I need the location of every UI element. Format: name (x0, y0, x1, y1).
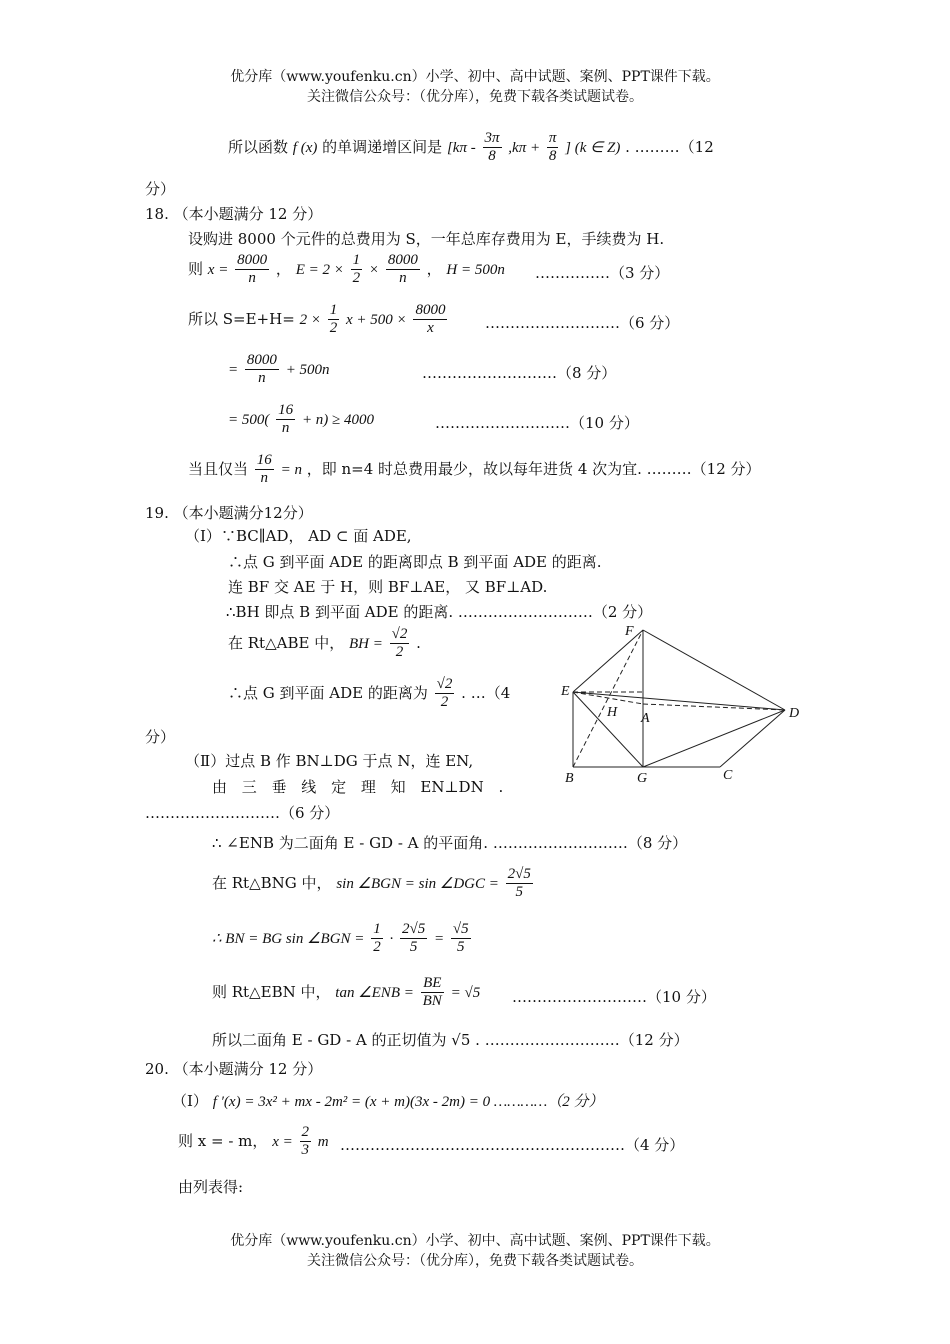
dashed-BF (573, 630, 643, 767)
q18-score-3: ……………（3 分） (535, 264, 670, 282)
header-line-2: 关注微信公众号：（优分库），免费下载各类试题试卷。 (307, 89, 643, 105)
q19-score-10: ………………………（10 分） (512, 988, 716, 1006)
q19-part1-line-4: ∴BH 即点 B 到平面 ADE 的距离. ………………………（2 分） (226, 603, 653, 621)
edge-FD (643, 630, 785, 710)
q17-fraction-2: $\frac{\pi}{8}$ (548, 130, 557, 165)
q17-interval-c: ] (k ∈ Z) (565, 139, 621, 156)
q17-fx: f (x) (292, 139, 318, 156)
q19-part1-line-3: 连 BF 交 AE 于 H，则 BF⊥AE， 又 BF⊥AD. (228, 578, 548, 596)
label-C: C (723, 768, 733, 783)
q18-line-3: 所以 S=E+H= 2 × $\frac{1}{2}$ x + 500 × $\frac{8000}{x}$ (188, 302, 446, 337)
label-H: H (607, 705, 618, 720)
q17-fraction-1: $\frac{3\pi}{8}$ (484, 130, 500, 165)
q19-part1-line-5: 在 Rt△ABE 中， BH = $\frac{√2}{2}$ . (228, 626, 421, 661)
q19-part1-score-cont: 分） (145, 728, 176, 746)
q17-interval-a: [kπ - (446, 139, 476, 156)
q19-part2-line-2: 由 三 垂 线 定 理 知 EN⊥DN . (212, 778, 504, 796)
q19-part2-line-4: ∴ ∠ENB 为二面角 E - GD - A 的平面角. ………………………（8 分） (212, 834, 688, 852)
q19-part2-line-1: （Ⅱ）过点 B 作 BN⊥DG 于点 N，连 EN, (185, 752, 474, 770)
footer-line-2: 关注微信公众号：（优分库），免费下载各类试题试卷。 (307, 1253, 643, 1269)
edge-EG (573, 692, 643, 767)
edge-EF (573, 630, 643, 692)
edge-GD (643, 710, 785, 767)
q19-part2-line-7: 则 Rt△EBN 中， tan ∠ENB = $\frac{BE}{BN}$ = √5 (212, 975, 481, 1010)
q18-score-10: ………………………（10 分） (435, 414, 639, 432)
q18-line-4: = $\frac{8000}{n}$ + 500n (228, 352, 330, 387)
dashed-EA (573, 692, 643, 704)
q18-line-6: 当且仅当 $\frac{16}{n}$ = n ，即 n=4 时总费用最少，故以每年进货 4 次为宜. ………（12 分） (188, 452, 761, 487)
label-E: E (561, 684, 570, 699)
q19-part2-line-8: 所以二面角 E - GD - A 的正切值为 √5 . ………………………（12 分） (212, 1031, 689, 1049)
q18-line-5: = 500( $\frac{16}{n}$ + n) ≥ 4000 (228, 402, 375, 437)
q18-line-1: 设购进 8000 个元件的总费用为 S，一年总库存费用为 E，手续费为 H. (188, 230, 665, 248)
q17-text-b: 的单调递增区间是 (322, 137, 443, 156)
q20-score-4: …………………………………………………（4 分） (340, 1136, 685, 1154)
label-B: B (565, 771, 574, 786)
q19-part1-line-2: ∴点 G 到平面 ADE 的距离即点 B 到平面 ADE 的距离. (228, 553, 602, 571)
q20-part1-line-1: （Ⅰ） f ′(x) = 3x² + mx - 2m² = (x + m)(3x - 2m) = 0 …………（2 分） (172, 1092, 604, 1110)
q19-part2-line-5: 在 Rt△BNG 中， sin ∠BGN = sin ∠DGC = $\frac{2√5}{5}$ (212, 866, 531, 901)
label-G: G (637, 771, 648, 786)
q19-part2-line-6: ∴ BN = BG sin ∠BGN = $\frac{1}{2}$ · $\frac{2√5}{5}$ = $\frac{√5}{5}$ (212, 921, 469, 956)
q20-part1-line-2: 则 x = - m， x = $\frac{2}{3}$ m (178, 1124, 329, 1159)
q20-part1-line-3: 由列表得: (178, 1178, 244, 1196)
header-line-1: 优分库（www.youfenku.cn）小学、初中、高中试题、案例、PPT课件下载。 (230, 69, 720, 85)
q18-score-6: ………………………（6 分） (485, 314, 680, 332)
q19-title: 19. （本小题满分12分） (145, 504, 313, 522)
q18-line-2: 则 x = $\frac{8000}{n}$ ， E = 2 × $\frac{1}{2}$ × $\frac{8000}{n}$ ， H = 500n (188, 252, 505, 287)
q20-title: 20. （本小题满分 12 分） (145, 1060, 323, 1078)
q19-part1-line-6: ∴点 G 到平面 ADE 的距离为 $\frac{√2}{2}$ . …（4 (228, 676, 511, 711)
label-D: D (789, 706, 800, 721)
q18-score-8: ………………………（8 分） (422, 364, 617, 382)
label-F: F (625, 624, 634, 639)
footer-line-1: 优分库（www.youfenku.cn）小学、初中、高中试题、案例、PPT课件下载。 (230, 1233, 720, 1249)
edge-ED (573, 692, 785, 710)
q19-part1-line-1: （Ⅰ）∵BC∥AD， AD ⊂ 面 ADE, (185, 527, 412, 545)
q18-title: 18. （本小题满分 12 分） (145, 205, 323, 223)
label-A: A (641, 711, 650, 726)
q19-part2-line-3: ………………………（6 分） (145, 804, 340, 822)
edge-CD (720, 710, 785, 767)
q17-text-a: 所以函数 (228, 137, 289, 156)
geometry-figure (555, 622, 810, 792)
dashed-AD (643, 704, 785, 710)
q17-interval-line (228, 130, 714, 166)
q17-score: . ………（12 (625, 137, 714, 156)
q17-interval-b: ,kπ + (508, 139, 541, 156)
q17-score-cont: 分） (145, 180, 176, 198)
